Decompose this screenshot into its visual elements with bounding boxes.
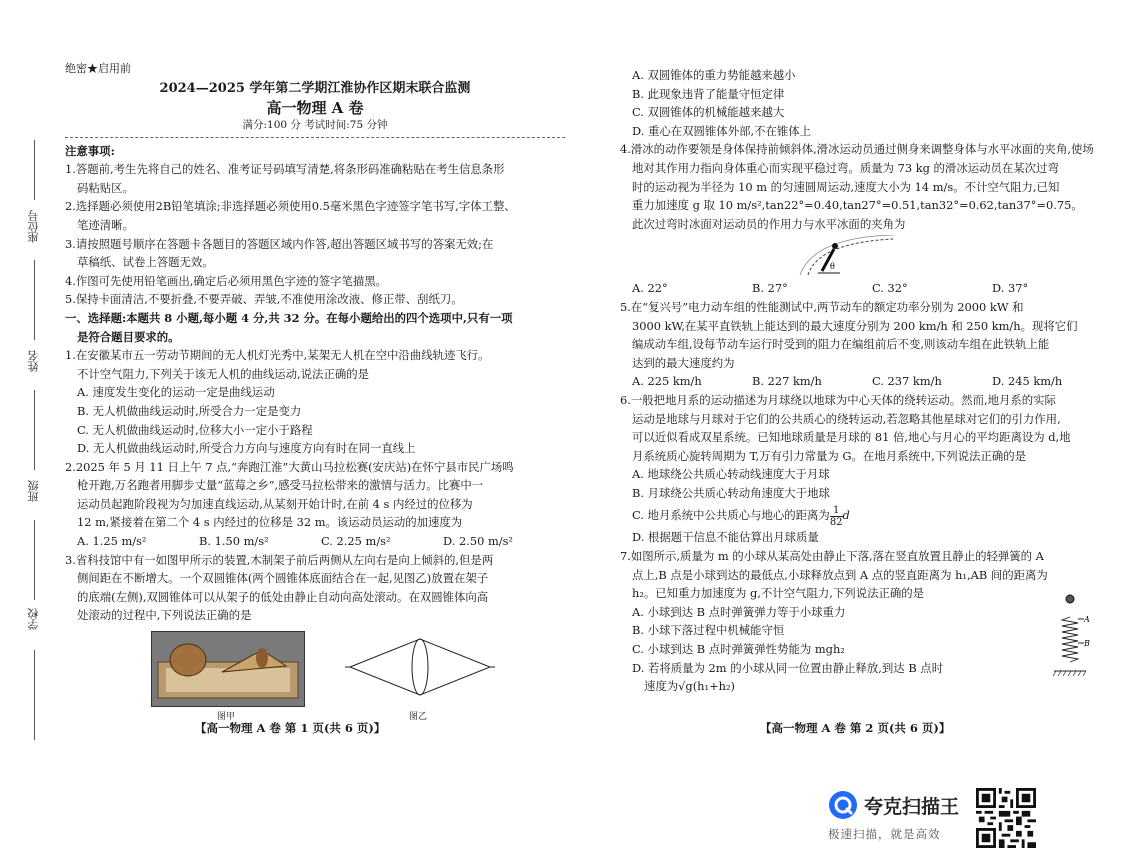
q6-option-c (620, 502, 1112, 528)
q5-option-c: C. 237 km/h (872, 374, 942, 389)
q3-option-c: C. 双圆锥体的机械能越来越大 (632, 105, 785, 120)
divider (65, 137, 565, 138)
q5-option-d: D. 245 km/h (992, 374, 1063, 389)
note-line: 码粘贴区。 (77, 180, 134, 195)
q2-option-a: A. 1.25 m/s² (77, 534, 147, 549)
exam-title: 2024—2025 学年第二学期江淮协作区期末联合监测 (159, 80, 471, 96)
spring-diagram (1050, 593, 1090, 681)
q6-stem: 6.一般把地月系的运动描述为月球绕以地球为中心天体的绕转运动。然而,地月系的实际 (620, 392, 1056, 407)
exam-subtitle: 高一物理 A 卷 (266, 98, 364, 117)
q6-option-a: A. 地球绕公共质心转动线速度大于月球 (632, 467, 830, 482)
q4-options (620, 279, 1112, 298)
page-footer: 【高一物理 A 卷 第 1 页(共 6 页)】 (195, 721, 386, 735)
double-cone-diagram (345, 631, 495, 705)
q1-stem: 1.在安徽某市五一劳动节期间的无人机灯光秀中,某架无人机在空中沿曲线轨迹飞行。 (65, 348, 490, 363)
q7-option-a: A. 小球到达 B 点时弹簧弹力等于小球重力 (632, 604, 846, 619)
q2-option-d: D. 2.50 m/s² (443, 534, 514, 549)
page-footer: 【高一物理 A 卷 第 2 页(共 6 页)】 (760, 721, 951, 735)
point-a-label: A (1084, 614, 1090, 624)
scanner-logo-icon (828, 790, 858, 820)
binding-margin (0, 60, 70, 780)
q7-option-d: D. 若将质量为 2m 的小球从同一位置由静止释放,到达 B 点时 (632, 660, 944, 675)
note-line: 2.选择题必须使用2B铅笔填涂;非选择题必须使用0.5毫米黑色字迹签字笔书写,字体工整、 (65, 199, 516, 214)
secret-mark: 绝密★启用前 (65, 62, 131, 75)
q5-stem: 3000 kW,在某平直铁轨上能达到的最大速度分别为 200 km/h 和 250 km/h。现将它们 (632, 318, 1078, 333)
q4-option-a: A. 22° (632, 281, 668, 296)
section-heading: 是符合题目要求的。 (77, 329, 180, 344)
q1-option-d: D. 无人机做曲线运动时,所受合力方向与速度方向有时在同一直线上 (77, 441, 416, 456)
binding-line (34, 140, 35, 200)
q2-stem: 枪开跑,万名跑者用脚步丈量“蓝莓之乡”,感受马拉松带来的激情与活力。比赛中一 (77, 478, 484, 493)
q4-option-c: C. 32° (872, 281, 908, 296)
fraction (830, 505, 843, 528)
qr-code-icon (976, 788, 1036, 848)
q2-options (65, 532, 565, 551)
q6-stem: 月系统质心旋转周期为 T,万有引力常量为 G。在地月系统中,下列说法正确的是 (632, 448, 1027, 463)
q7-options-block (620, 603, 1112, 696)
left-column (65, 60, 565, 723)
binding-line (34, 260, 35, 340)
binding-class-label: 班级 (27, 480, 40, 502)
notes-title: 注意事项: (65, 143, 115, 158)
note-line: 3.请按照题号顺序在答题卡各题目的答题区域内作答,超出答题区域书写的答案无效;在 (65, 236, 494, 251)
q7-option-b: B. 小球下落过程中机械能守恒 (632, 623, 785, 638)
binding-name-label: 姓名 (27, 350, 40, 372)
q7-stem: 点上,B 点是小球到达的最低点,小球释放点到 A 点的竖直距离为 h₁,AB 间的距离为 (632, 567, 1048, 582)
section-heading: 一、选择题:本题共 8 小题,每小题 4 分,共 32 分。在每小题给出的四个选项中,只有一项 (65, 310, 513, 325)
q7-stem: 7.如图所示,质量为 m 的小球从某高处由静止下落,落在竖直放置且静止的轻弹簧的 A (620, 549, 1044, 564)
q1-option-a: A. 速度发生变化的运动一定是曲线运动 (77, 385, 275, 400)
q2-stem: 12 m,紧接着在第二个 4 s 内经过的位移是 32 m。该运动员运动的加速度为 (77, 515, 463, 530)
q4-option-b: B. 27° (752, 281, 788, 296)
figure-b-caption: 图乙 (409, 712, 428, 723)
theta-label: θ (830, 262, 835, 272)
q3-option-b: B. 此现象违背了能量守恒定律 (632, 86, 785, 101)
q7-stem: h₂。已知重力加速度为 g,不计空气阻力,下列说法正确的是 (632, 586, 925, 601)
q4-stem: 重力加速度 g 取 10 m/s²,tan22°=0.40,tan27°=0.51,tan32°=0.62,tan37°=0.75。 (632, 198, 1083, 213)
binding-line (34, 650, 35, 740)
binding-line (34, 390, 35, 470)
q6-stem: 运动是地球与月球对于它们的公共质心的绕转运动,若忽略其他星球对它们的引力作用, (632, 411, 1061, 426)
q3-figures (65, 631, 565, 723)
point-b-label: B (1084, 638, 1090, 648)
skater-diagram (788, 235, 898, 277)
q5-stem: 达到的最大速度约为 (632, 355, 735, 370)
binding-seat-label: 座位号 (27, 210, 40, 243)
q3-stem: 侧间距在不断增大。一个双圆锥体(两个圆锥体底面结合在一起,见图乙)放置在架子 (77, 571, 489, 586)
exam-meta: 满分:100 分 考试时间:75 分钟 (242, 118, 388, 131)
figure-a-caption: 图甲 (217, 712, 236, 723)
q4-figure (620, 233, 1112, 279)
q2-stem: 2.2025 年 5 月 11 日上午 7 点,“奔跑江淮”大黄山马拉松赛(安庆站)在怀宁县市民广场鸣 (65, 459, 514, 474)
q5-stem: 5.在“复兴号”电力动车组的性能测试中,两节动车的额定功率分别为 2000 kW 和 (620, 299, 1024, 314)
right-column (620, 66, 1112, 696)
q3-stem: 的底端(左侧),双圆锥体可以从架子的低处由静止自动向高处滚动。在双圆锥体向高 (77, 589, 489, 604)
q1-option-c: C. 无人机做曲线运动时,位移大小一定小于路程 (77, 422, 313, 437)
q6-option-b: B. 月球绕公共质心转动角速度大于地球 (632, 485, 830, 500)
q7-option-c: C. 小球到达 B 点时弹簧弹性势能为 mgh₂ (632, 642, 845, 657)
note-line: 5.保持卡面清洁,不要折叠,不要弄破、弄皱,不准使用涂改液、修正带、刮纸刀。 (65, 292, 463, 307)
q6-option-c-text: C. 地月系统中公共质心与地心的距离为 (632, 508, 830, 523)
q4-stem: 4.滑冰的动作要领是身体保持前倾斜体,滑冰运动员通过侧身来调整身体与水平冰面的夹角,使场 (620, 142, 1094, 157)
q2-option-b: B. 1.50 m/s² (199, 534, 269, 549)
q4-stem: 时的运动视为半径为 10 m 的匀速圆周运动,速度大小为 14 m/s。不计空气阻力,已知 (632, 179, 1060, 194)
note-line: 笔迹清晰。 (77, 217, 134, 232)
q3-stem: 3.省科技馆中有一如图甲所示的装置,木制架子前后两侧从左向右是向上倾斜的,但是两 (65, 552, 494, 567)
binding-line (34, 520, 35, 600)
q4-stem: 地对其作用力指向身体重心而实现平稳过弯。质量为 73 kg 的滑冰运动员在某次过弯 (632, 160, 1059, 175)
fraction-variable: d (842, 508, 850, 523)
q6-option-d: D. 根据题干信息不能估算出月球质量 (632, 530, 819, 545)
q3-stem: 处滚动的过程中,下列说法正确的是 (77, 608, 252, 623)
page-2 (570, 0, 1122, 858)
q1-option-b: B. 无人机做曲线运动时,所受合力一定是变力 (77, 403, 302, 418)
q7-option-d-cont: 速度为√g(h₁+h₂) (644, 679, 735, 694)
note-line: 草稿纸、试卷上答题无效。 (77, 255, 214, 270)
note-line: 4.作图可先使用铅笔画出,确定后必须用黑色字迹的签字笔描黑。 (65, 273, 388, 288)
note-line: 1.答题前,考生先将自己的姓名、准考证号码填写清楚,将条形码准确粘贴在考生信息条形 (65, 162, 505, 177)
q5-stem: 编成动车组,设每节动车运行时受到的阻力在编组前后不变,则该动车组在此铁轨上能 (632, 337, 1050, 352)
q5-option-a: A. 225 km/h (632, 374, 702, 389)
fraction-denominator: 82 (829, 516, 843, 528)
scanner-tagline: 极速扫描，就是高效 (828, 827, 941, 841)
q2-option-c: C. 2.25 m/s² (321, 534, 391, 549)
fraction-numerator: 1 (830, 505, 843, 517)
q3-option-a: A. 双圆锥体的重力势能越来越小 (632, 68, 796, 82)
q6-stem: 可以近似看成双星系统。已知地球质量是月球的 81 倍,地心与月心的平均距离设为 d,地 (632, 430, 1071, 445)
q5-option-b: B. 227 km/h (752, 374, 822, 389)
binding-school-label: 学校 (27, 608, 40, 630)
q4-stem: 此次过弯时冰面对运动员的作用力与水平冰面的夹角为 (632, 216, 906, 231)
q3-option-d: D. 重心在双圆锥体外部,不在锥体上 (632, 123, 812, 138)
q2-stem: 运动员起跑阶段视为匀加速直线运动,从某刻开始计时,在前 4 s 内经过的位移为 (77, 496, 473, 511)
q4-option-d: D. 37° (992, 281, 1029, 296)
scanner-brand-name: 夸克扫描王 (864, 796, 960, 818)
double-cone-photo (151, 631, 305, 707)
q1-stem: 不计空气阻力,下列关于该无人机的曲线运动,说法正确的是 (77, 366, 370, 381)
q5-options (620, 372, 1112, 391)
